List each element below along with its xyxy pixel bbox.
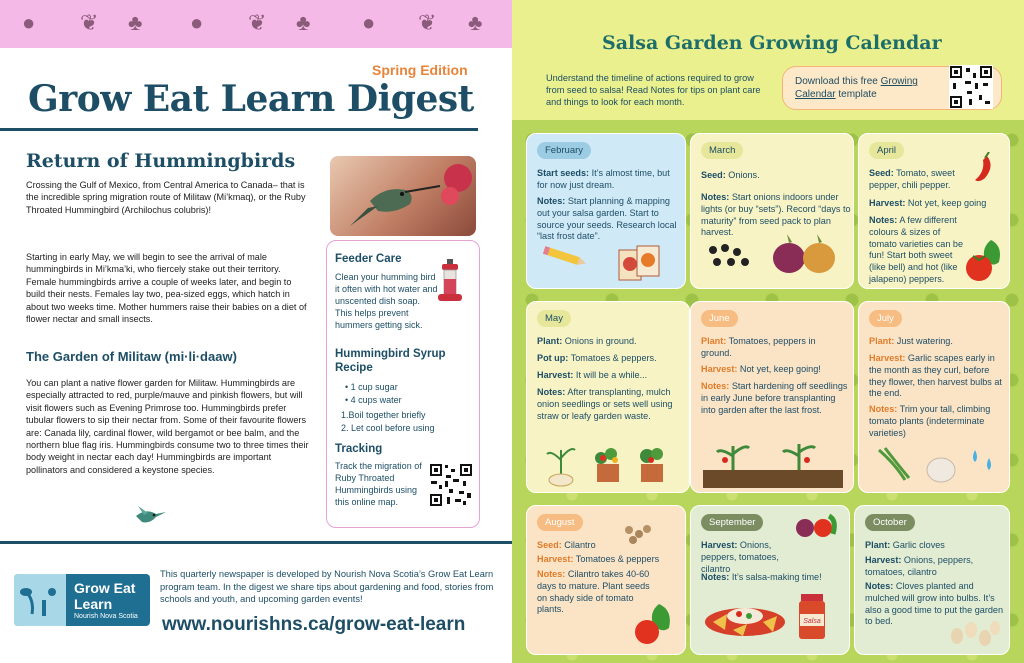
jar-label: Salsa bbox=[803, 618, 821, 625]
tracking-heading: Tracking bbox=[335, 443, 383, 455]
month-label: June bbox=[701, 310, 738, 327]
pencil-icon bbox=[543, 246, 589, 273]
lettuce-icon: ❦ bbox=[80, 10, 99, 35]
growing-calendar-link[interactable]: Growing Calendar bbox=[795, 76, 918, 100]
month-label: March bbox=[701, 142, 743, 159]
footer-description: This quarterly newspaper is developed by Nourish Nova Scotia’s Grow Eat Learn program team. In the digest we share tips about gardening and food, stories from schools and youth, and upcoming garden events! bbox=[160, 569, 494, 604]
tomato-pepper-icon bbox=[633, 602, 677, 651]
apple-icon: ● bbox=[190, 10, 204, 35]
article-paragraph: Crossing the Gulf of Mexico, from Central America to Canada– that is the incredible spring migration route of Militaw (Mi’kmaq), or the Ruby Throated Hummingbird (Archilochus colubris)! bbox=[26, 180, 306, 215]
recipe-step: 2. Let cool before using bbox=[341, 423, 435, 433]
garlic-cloves-icon bbox=[947, 618, 1003, 653]
onion-seeds-icon bbox=[705, 242, 753, 275]
logo-subtext: Nourish Nova Scotia bbox=[74, 613, 138, 620]
mushroom-icon: ♣ bbox=[296, 10, 311, 35]
salsa-jar-icon bbox=[797, 594, 827, 645]
chili-pepper-icon bbox=[971, 152, 997, 189]
seedling-icon bbox=[14, 574, 66, 626]
edition-label: Spring Edition bbox=[372, 62, 468, 78]
month-card-september: September Harvest: Onions, peppers, tomatoes, cilantro Notes: It’s salsa-making time! Salsa bbox=[690, 505, 850, 655]
tracking-qr-code[interactable] bbox=[429, 463, 473, 507]
onions-icon bbox=[767, 232, 847, 281]
month-card-march: March Seed: Onions. Notes: Start onions indoors under lights (or buy “sets”). Record “days to maturity” from seed pack to plan harvest. bbox=[690, 133, 854, 289]
section-heading: The Garden of Militaw (mi·li·daaw) bbox=[26, 349, 237, 364]
calendar-page bbox=[512, 0, 1024, 663]
logo-text: Grow Eat bbox=[74, 580, 136, 596]
month-label: May bbox=[537, 310, 571, 327]
footer-divider bbox=[0, 541, 512, 544]
hummingbird-icon bbox=[132, 504, 168, 536]
month-card-april: April Seed: Tomato, sweet pepper, chili pepper. Harvest: Not yet, keep going Notes: A few different colours & sizes of tomato varieties can be fun! Start both sweet (like bell) and hot (like jalapeno) peppers. bbox=[858, 133, 1010, 289]
salsa-and-chips-icon bbox=[703, 592, 787, 643]
syrup-recipe-heading: Hummingbird Syrup Recipe bbox=[335, 348, 446, 374]
vegetables-icon bbox=[793, 510, 841, 545]
garlic-and-water-icon bbox=[875, 444, 1001, 489]
tips-sidebar bbox=[326, 240, 480, 528]
logo-text: Learn bbox=[74, 596, 113, 612]
article-paragraph: You can plant a native flower garden for Militaw. Hummingbirds are especially attracted to red, purple/mauve and pinkish flowers, but will visit flowers such as Evening Primrose too. Hummingbirds prefer tubular flowers to sip their nectar from. Some of their favourite flowers are: Canada lily, cardinal flower, wild bergamot or bee balm, and the northern blue flag iris. Hummingbirds consume two to three times their body weight in nectar each day! Hummingbirds are important pollinators and considered a keystone species. bbox=[26, 378, 309, 475]
grow-eat-learn-logo bbox=[14, 574, 150, 626]
apple-icon: ● bbox=[362, 10, 376, 35]
calendar-qr-code[interactable] bbox=[949, 65, 993, 109]
tomato-and-pepper-icon bbox=[963, 236, 1005, 287]
month-card-june: June Plant: Tomatoes, peppers in ground. Harvest: Not yet, keep going! Notes: Start hardening off seedlings in early June before transplanting into garden after the last frost. bbox=[690, 301, 854, 493]
month-label: August bbox=[537, 514, 583, 531]
feeder-care-heading: Feeder Care bbox=[335, 253, 402, 265]
tracking-text: Track the migration of Ruby Throated Hummingbirds using this online map. bbox=[335, 461, 422, 507]
month-card-october: October Plant: Garlic cloves Harvest: Onions, peppers, tomatoes, cilantro Notes: Cloves planted and mulched will grow into bulbs. It’s also a good time to put the garden to bed. bbox=[854, 505, 1010, 655]
digest-title: Grow Eat Learn Digest bbox=[28, 78, 474, 120]
calendar-intro: Understand the timeline of actions required to grow from seed to salsa! Read Notes for tips on plant care and things to look for each month. bbox=[546, 73, 761, 107]
feeder-care-text: Clean your humming bird it often with hot water and unscented dish soap. This helps prevent hummers getting sick. bbox=[335, 272, 438, 330]
decorative-header-band bbox=[0, 0, 512, 48]
month-card-july: July Plant: Just watering. Harvest: Garlic scapes early in the month as they curl, before they flower, then harvest bulbs at the end. Notes: Trim your tall, climbing tomato plants (indeterminate varieties) bbox=[858, 301, 1010, 493]
download-text: Download this free Growing Calendar template bbox=[795, 76, 918, 100]
title-divider bbox=[0, 128, 478, 131]
website-link[interactable]: www.nourishns.ca/grow-eat-learn bbox=[162, 614, 466, 635]
ingredient-item: • 4 cups water bbox=[345, 395, 402, 405]
month-label: July bbox=[869, 310, 902, 327]
lettuce-icon: ❦ bbox=[418, 10, 437, 35]
ingredient-item: • 1 cup sugar bbox=[345, 382, 398, 392]
calendar-title: Salsa Garden Growing Calendar bbox=[602, 32, 942, 54]
cilantro-seeds-icon bbox=[623, 524, 653, 551]
article-paragraph: Starting in early May, we will begin to see the arrival of male hummingbirds in Mi’kma’ki, who fiercely stake out their territory. Female hummingbirds arrive a couple of weeks later, and begin to build their nests. Females lay two, pea-sized eggs, which hatch in about two weeks time. Mother hummers raise their babies on a diet of flower nectar and small insects. bbox=[26, 252, 307, 325]
hummingbird-photo bbox=[330, 156, 476, 236]
feeder-icon bbox=[435, 259, 465, 305]
seedlings-in-pots-icon bbox=[539, 436, 679, 493]
article-title: Return of Hummingbirds bbox=[26, 150, 296, 172]
apple-icon: ● bbox=[22, 10, 36, 35]
lettuce-icon: ❦ bbox=[248, 10, 267, 35]
garden-bed-plants-icon bbox=[703, 438, 843, 493]
mushroom-icon: ♣ bbox=[128, 10, 143, 35]
month-label: February bbox=[537, 142, 591, 159]
month-card-august: August Seed: Cilantro Harvest: Tomatoes & peppers Notes: Cilantro takes 40-60 days to mature. Plant seeds on shady side of tomato plants. bbox=[526, 505, 686, 655]
month-card-february: February Start seeds: It’s almost time, but for now just dream. Notes: Start planning & mapping out your salsa garden. Start to source your seeds. Research local “last frost date”. bbox=[526, 133, 686, 289]
seed-packets-icon bbox=[617, 244, 663, 289]
month-label: September bbox=[701, 514, 763, 531]
recipe-step: 1.Boil together briefly bbox=[341, 410, 426, 420]
month-card-may: May Plant: Onions in ground. Pot up: Tomatoes & peppers. Harvest: It will be a while... Notes: After transplanting, mulch onion seedlings or sets well using straw or leafy garden waste. bbox=[526, 301, 690, 493]
download-callout bbox=[782, 66, 1002, 110]
month-label: October bbox=[865, 514, 915, 531]
month-label: April bbox=[869, 142, 904, 159]
mushroom-icon: ♣ bbox=[468, 10, 483, 35]
